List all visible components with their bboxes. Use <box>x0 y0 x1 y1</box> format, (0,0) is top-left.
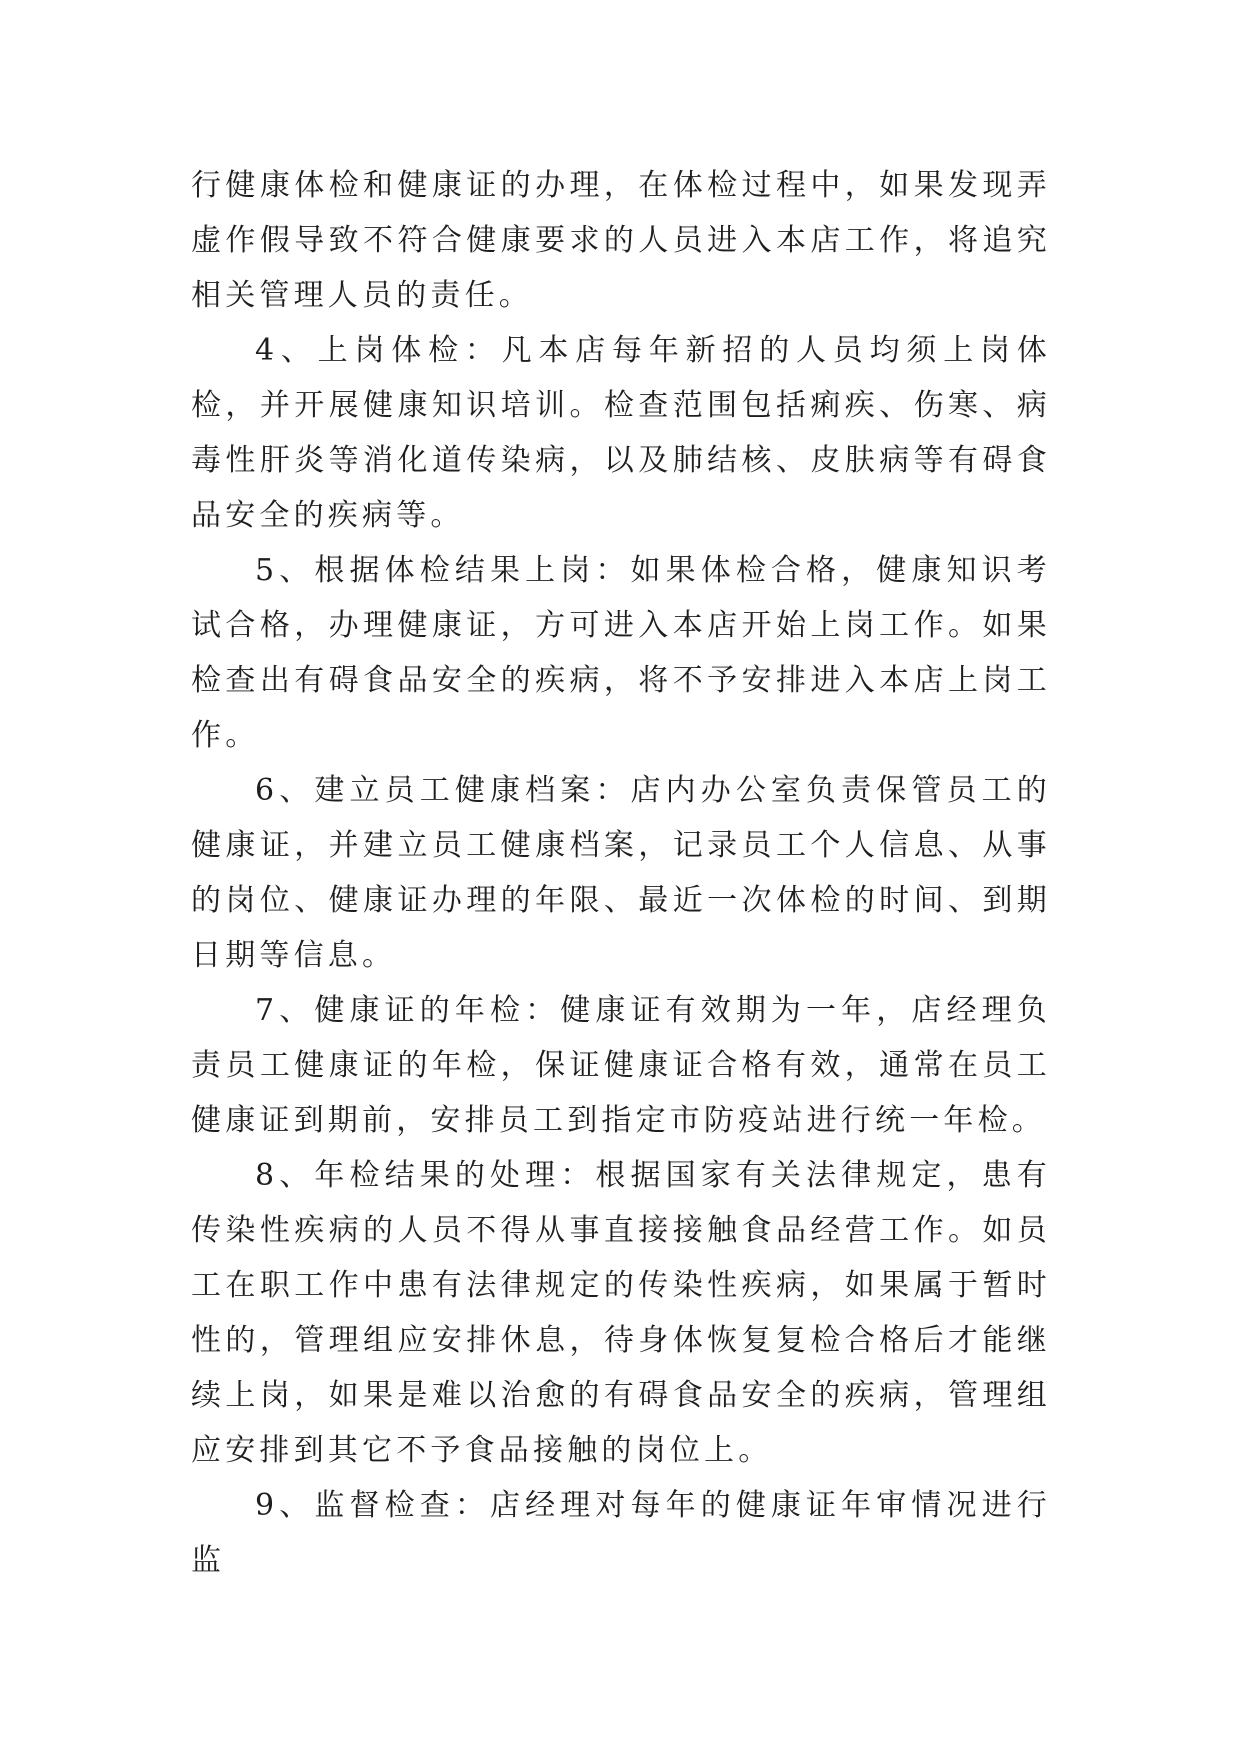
paragraph-continuation: 行健康体检和健康证的办理，在体检过程中，如果发现弄虚作假导致不符合健康要求的人员进入本店工作，将追究相关管理人员的责任。 <box>191 168 1051 313</box>
paragraph-item-7: 7、健康证的年检：健康证有效期为一年，店经理负责员工健康证的年检，保证健康证合格有效，通常在员工健康证到期前，安排员工到指定市防疫站进行统一年检。 <box>191 993 1051 1138</box>
paragraph-item-6: 6、建立员工健康档案：店内办公室负责保管员工的健康证，并建立员工健康档案，记录员工个人信息、从事的岗位、健康证办理的年限、最近一次体检的时间、到期日期等信息。 <box>191 773 1051 973</box>
paragraph-item-9: 9、监督检查：店经理对每年的健康证年审情况进行监 <box>191 1488 1051 1578</box>
document-body <box>191 158 1051 1588</box>
paragraph-item-5: 5、根据体检结果上岗：如果体检合格，健康知识考试合格，办理健康证，方可进入本店开始上岗工作。如果检查出有碍食品安全的疾病，将不予安排进入本店上岗工作。 <box>191 553 1051 753</box>
paragraph-item-4: 4、上岗体检：凡本店每年新招的人员均须上岗体检，并开展健康知识培训。检查范围包括痢疾、伤寒、病毒性肝炎等消化道传染病，以及肺结核、皮肤病等有碍食品安全的疾病等。 <box>191 333 1051 533</box>
paragraph-item-8: 8、年检结果的处理：根据国家有关法律规定，患有传染性疾病的人员不得从事直接接触食品经营工作。如员工在职工作中患有法律规定的传染性疾病，如果属于暂时性的，管理组应安排休息，待身体恢复复检合格后才能继续上岗，如果是难以治愈的有碍食品安全的疾病，管理组应安排到其它不予食品接触的岗位上。 <box>191 1158 1051 1468</box>
